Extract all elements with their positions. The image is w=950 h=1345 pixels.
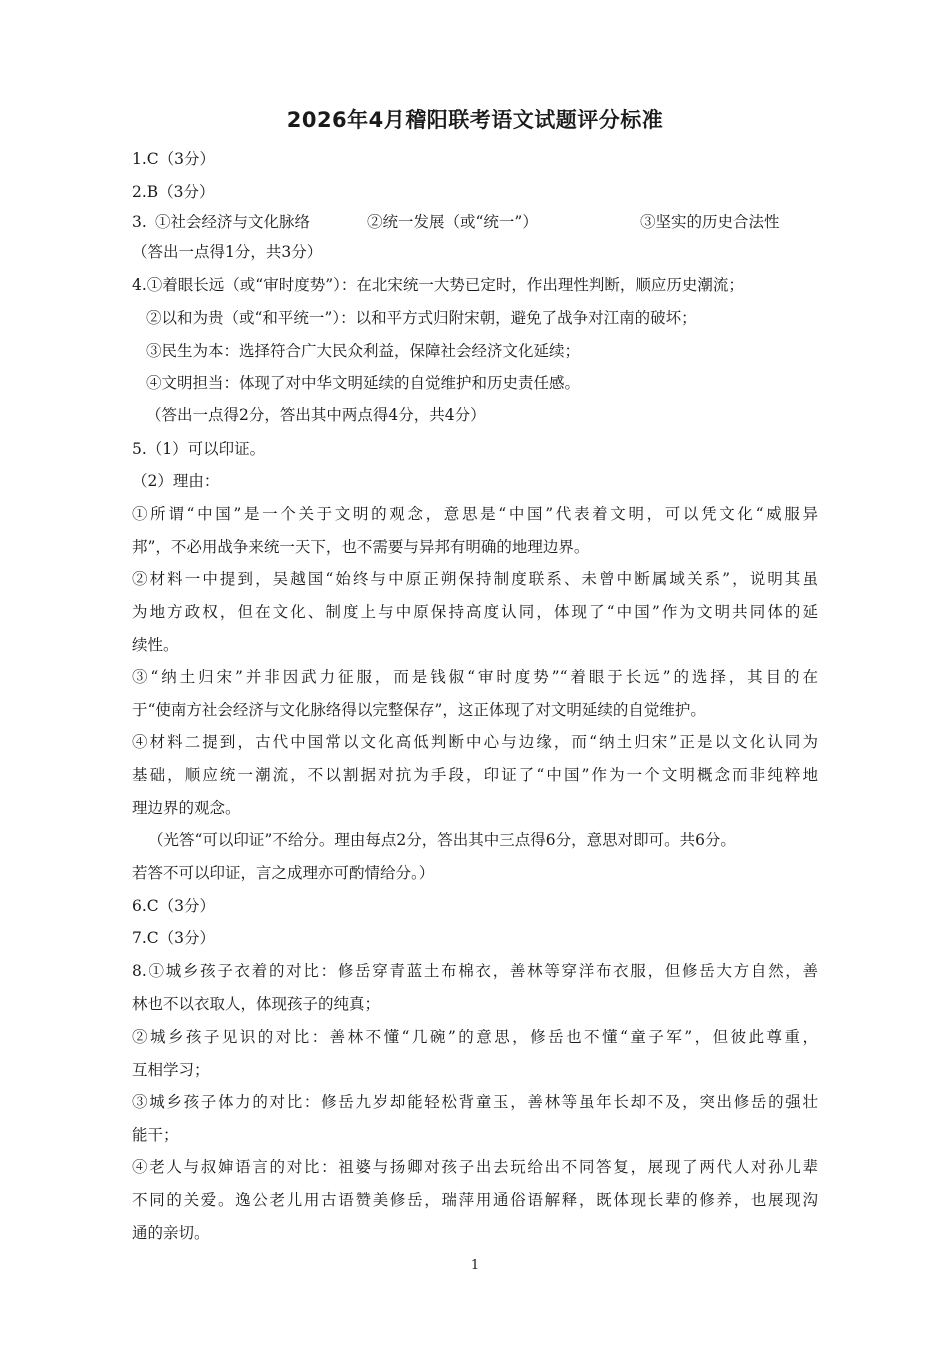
answer-q3-label: 3. — [132, 213, 147, 231]
answer-q4-point-2: ②以和为贵（或“和平统一”）：以和平方式归附宋朝，避免了战争对江南的破坏； — [146, 309, 697, 327]
answer-q8-point-4-line-1: ④老人与叔婶语言的对比：祖婆与扬卿对孩子出去玩给出不同答复，展现了两代人对孙儿辈 — [132, 1158, 818, 1176]
answer-q8-point-3-line-2: 能干； — [132, 1126, 179, 1144]
answer-q5-part-1: 5.（1）可以印证。 — [132, 440, 266, 458]
answer-q8-point-1-line-1: 8.①城乡孩子衣着的对比：修岳穿青蓝土布棉衣，善林等穿洋布衣服，但修岳大方自然，善 — [132, 962, 818, 980]
answer-q5-reason-4-line-2: 基础，顺应统一潮流，不以割据对抗为手段，印证了“中国”作为一个文明概念而非纯粹地 — [132, 766, 818, 784]
answer-q5-note-line-2: 若答不可以印证，言之成理亦可酌情给分。） — [132, 864, 435, 882]
answer-q5-reason-3-line-2: 于“使南方社会经济与文化脉络得以完整保存”，这正体现了对文明延续的自觉维护。 — [132, 701, 706, 719]
answer-q5-part-2: （2）理由： — [132, 472, 220, 490]
answer-q4-point-3: ③民生为本：选择符合广大民众利益，保障社会经济文化延续； — [146, 342, 581, 360]
answer-q3-point-c: ③坚实的历史合法性 — [640, 213, 780, 231]
answer-q8-point-4-line-2: 不同的关爱。逸公老儿用古语赞美修岳，瑞萍用通俗语解释，既体现长辈的修养，也展现沟 — [132, 1191, 818, 1209]
document-title: 2026年4月稽阳联考语文试题评分标准 — [286, 108, 664, 132]
answer-q6: 6.C（3分） — [132, 897, 216, 915]
answer-q8-point-3-line-1: ③城乡孩子体力的对比：修岳九岁却能轻松背童玉，善林等虽年长却不及，突出修岳的强壮 — [132, 1093, 818, 1111]
answer-q5-reason-2-line-2: 为地方政权，但在文化、制度上与中原保持高度认同，体现了“中国”作为文明共同体的延 — [132, 603, 818, 621]
answer-q5-note-line-1: （光答“可以印证”不给分。理由每点2分，答出其中三点得6分，意思对即可。共6分。 — [148, 831, 736, 849]
answer-q1: 1.C（3分） — [132, 150, 216, 168]
answer-q5-reason-4-line-3: 理边界的观念。 — [132, 799, 241, 817]
answer-q3-note: （答出一点得1分，共3分） — [132, 243, 323, 261]
answer-q5-reason-1-line-2: 邦”，不必用战争来统一天下，也不需要与异邦有明确的地理边界。 — [132, 538, 590, 556]
answer-q7: 7.C（3分） — [132, 929, 216, 947]
answer-q3-point-a: ①社会经济与文化脉络 — [155, 213, 311, 231]
answer-q5-reason-2-line-3: 续性。 — [132, 636, 179, 654]
answer-q8-point-1-line-2: 林也不以衣取人，体现孩子的纯真； — [132, 995, 381, 1013]
answer-q4-point-1: 4.①着眼长远（或“审时度势”）：在北宋统一大势已定时，作出理性判断，顺应历史潮流； — [132, 276, 744, 294]
answer-q8-point-2-line-1: ②城乡孩子见识的对比：善林不懂“几碗”的意思，修岳也不懂“童子军”，但彼此尊重， — [132, 1028, 818, 1046]
answer-q3-point-b: ②统一发展（或“统一”） — [367, 213, 538, 231]
answer-q5-reason-1-line-1: ①所谓“中国”是一个关于文明的观念，意思是“中国”代表着文明，可以凭文化“威服异 — [132, 505, 818, 523]
answer-q4-note: （答出一点得2分，答出其中两点得4分，共4分） — [146, 406, 486, 424]
answer-q2: 2.B（3分） — [132, 183, 215, 201]
answer-q8-point-4-line-3: 通的亲切。 — [132, 1224, 210, 1242]
page-number: 1 — [470, 1258, 480, 1273]
answer-q4-point-4: ④文明担当：体现了对中华文明延续的自觉维护和历史责任感。 — [146, 374, 581, 392]
answer-q8-point-2-line-2: 互相学习； — [132, 1061, 210, 1079]
answer-q5-reason-4-line-1: ④材料二提到，古代中国常以文化高低判断中心与边缘，而“纳土归宋”正是以文化认同为 — [132, 733, 818, 751]
answer-q5-reason-2-line-1: ②材料一中提到，吴越国“始终与中原正朔保持制度联系、未曾中断属域关系”，说明其虽 — [132, 570, 818, 588]
answer-q5-reason-3-line-1: ③“纳土归宋”并非因武力征服，而是钱俶“审时度势”“着眼于长远”的选择，其目的在 — [132, 668, 818, 686]
